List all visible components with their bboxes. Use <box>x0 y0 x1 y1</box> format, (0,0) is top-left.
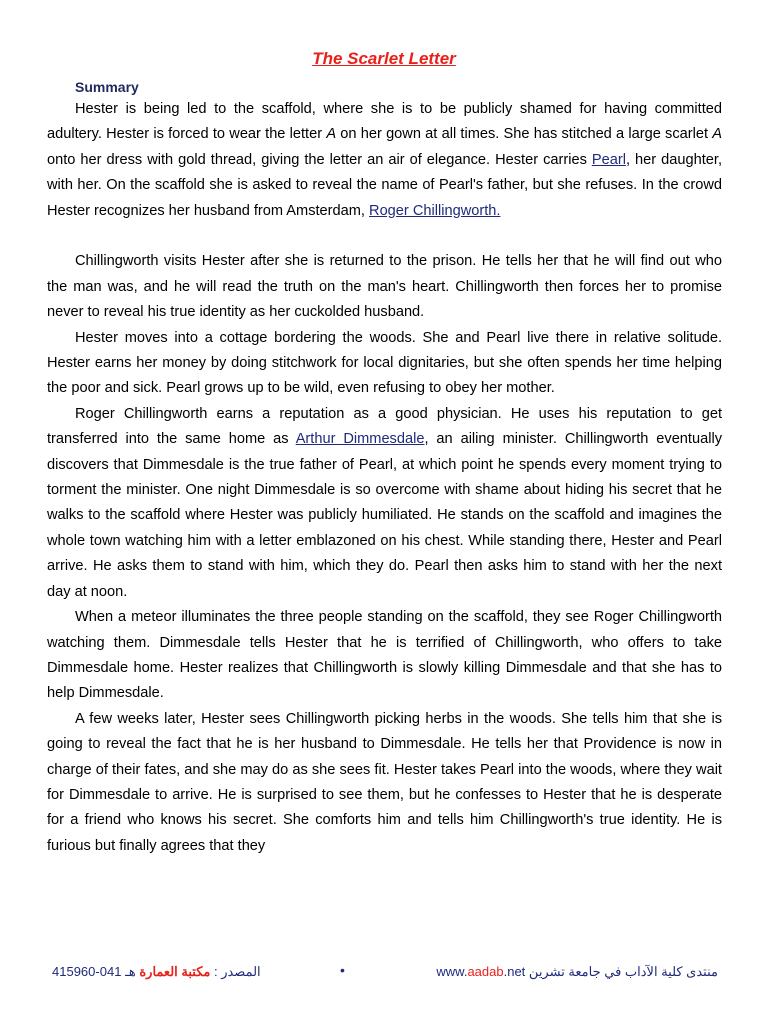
paragraph-4-text-b: , an ailing minister. Chillingworth eventually discovers that Dimmesdale is the true father of Pearl, at which point he spends every moment trying to torment the minister. One night Dimmesdale is so overcome with shame about hiding his secret that he walks to the scaffold where Hester was publicly humiliated. He stands on the scaffold and imagines the whole town watching him with a letter emblazoned on his chest. While standing there, Hester and Pearl arrive. He asks them to stand with him, which they do. Pearl then asks him to stand with her the next day at noon. <box>47 431 722 600</box>
footer-forum-name: منتدى كلية الآداب في جامعة تشرين <box>528 964 718 979</box>
paragraph-6: A few weeks later, Hester sees Chillingworth picking herbs in the woods. She tells him that she is going to reveal the fact that he is her husband to Dimmesdale. He tells her that Providence is now in charge of their fates, and she may do as she sees fit. Hester takes Pearl into the woods, where they wait for Dimmesdale to arrive. He is surprised to see them, but he confesses to Hester that he is desperate for a friend who knows his secret. She comforts him and tells him Chillingworth's true identity. He is furious but finally agrees that they <box>47 710 722 854</box>
footer-bullet: • <box>340 962 345 978</box>
paragraph-4-text-a: Roger Chillingworth earns a reputation as a good physician. He uses his reputation to get transferred into the same home as <box>47 405 722 448</box>
summary-body <box>47 97 722 859</box>
footer-website-link[interactable] <box>436 964 525 979</box>
paragraph-2: Chillingworth visits Hester after she is returned to the prison. He tells her that he will find out who the man was, and he will read the truth on the man's heart. Chillingworth then forces her to promise never to reveal his true identity as her cuckolded husband. <box>47 253 722 321</box>
footer-abbr: هـ <box>125 964 136 979</box>
page-footer <box>40 960 728 988</box>
link-roger-chillingworth[interactable]: Roger Chillingworth. <box>369 202 501 219</box>
paragraph-1 <box>47 97 722 224</box>
footer-library-name: مكتبة العمارة <box>139 964 211 979</box>
footer-source <box>52 964 261 980</box>
paragraph-1-text-b: on her gown at all times. She has stitched a large scarlet <box>336 126 713 143</box>
website-prefix: www. <box>436 964 468 979</box>
link-arthur-dimmesdale[interactable]: Arthur Dimmesdale <box>295 431 425 448</box>
footer-website <box>436 964 718 980</box>
website-highlight: aadab <box>467 964 504 979</box>
italic-letter-a-2: A <box>712 126 722 143</box>
italic-letter-a: A <box>326 126 337 143</box>
paragraph-1-text-c: onto her dress with gold thread, giving the letter an air of elegance. Hester carries <box>47 151 592 168</box>
section-heading-summary: Summary <box>75 79 139 95</box>
paragraph-4 <box>47 402 722 605</box>
paragraph-5: When a meteor illuminates the three people standing on the scaffold, they see Roger Chillingworth watching them. Dimmesdale tells Hester that he is terrified of Chillingworth, who offers to take Dimmesdale home. Hester realizes that Chillingworth is slowly killing Dimmesdale and that she has to help Dimmesdale. <box>47 609 722 702</box>
link-pearl[interactable]: Pearl <box>591 151 626 168</box>
footer-phone: 041-415960 <box>52 964 122 979</box>
website-suffix: .net <box>503 964 526 979</box>
paragraph-3: Hester moves into a cottage bordering the woods. She and Pearl live there in relative solitude. Hester earns her money by doing stitchwork for local dignitaries, but she often spends her time helping the poor and sick. Pearl grows up to be wild, even refusing to obey her mother. <box>47 329 722 397</box>
document-title: The Scarlet Letter <box>312 49 456 68</box>
paragraph-1-text-a: Hester is being led to the scaffold, where she is to be publicly shamed for having committed adultery. Hester is forced to wear the letter <box>47 101 722 143</box>
paragraph-1-text-d: , her daughter, with her. On the scaffold she is asked to reveal the name of Pearl's father, but she refuses. In the crowd Hester recognizes her husband from Amsterdam, <box>47 151 723 219</box>
footer-source-label: المصدر : <box>213 964 261 979</box>
